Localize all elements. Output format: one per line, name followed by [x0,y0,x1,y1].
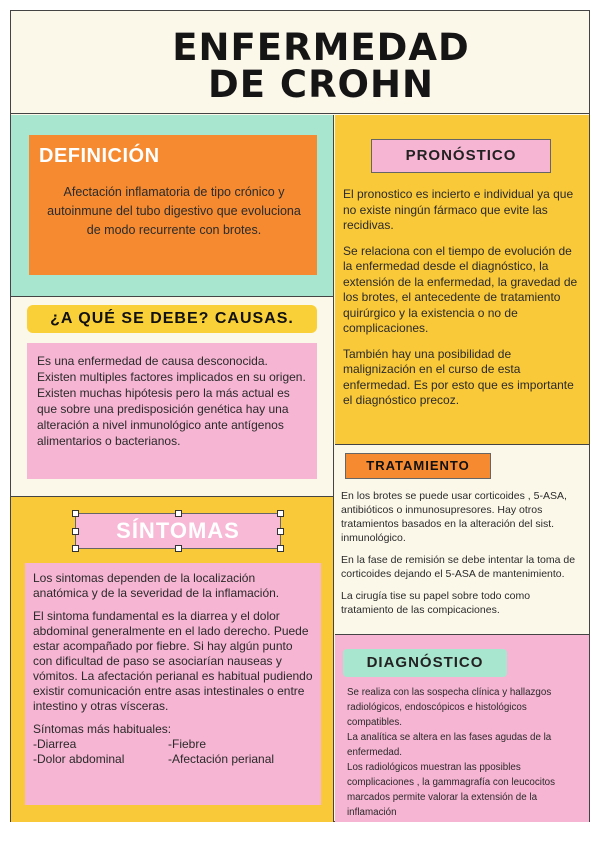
diagnostico-paragraph-2: La analítica se altera en las fases agudas de la enfermedad. [347,732,552,758]
diagnostico-paragraph-3: Los radiológicos muestran las pposibles complicaciones , la gammagrafía con leucocitos marcados permite valorar la extensión de la inflamación [347,762,556,818]
sintomas-paragraph-1: Los sintomas dependen de la localización anatómica y de la severidad de la inflamación. [33,571,280,600]
resize-handle-bottom-left[interactable] [72,545,79,552]
sintomas-paragraph-2: El sintoma fundamental es la diarrea y el dolor abdominal generalmente en el lado derecho. Puede estar acompañado por fiebre. Si hay algún punto con dificultad de paso se asociarían nauseas y vómitos. La afectación perianal es habitual pudiendo existir comunicación entre asas intestinales o entre intestino y otras vísceras. [33,609,313,713]
resize-handle-bottom-center[interactable] [175,545,182,552]
tratamiento-paragraph-3: La cirugía tise su papel sobre todo como tratamiento de las compicaciones. [341,590,531,616]
sintomas-card [25,563,321,805]
definicion-card [29,135,317,275]
list-item: -Dolor abdominal [33,752,125,766]
sintomas-list-heading: Síntomas más habituales: [33,722,172,736]
list-item: -Diarrea [33,737,77,751]
pronostico-heading: PRONÓSTICO [371,139,551,173]
tratamiento-section [335,445,589,635]
tratamiento-text [341,489,581,625]
pronostico-paragraph-1: El pronostico es incierto e individual ya que no existe ningún fármaco que evite las recidivas. [343,187,574,232]
tratamiento-heading: TRATAMIENTO [345,453,491,479]
list-item: -Afectación perianal [168,752,275,766]
causas-section [11,297,334,497]
definicion-section [11,115,334,297]
diagnostico-paragraph-1: Se realiza con las sospecha clínica y hallazgos radiológicos, endoscópicos e histológicos compatibles. [347,687,552,728]
title-banner [11,11,589,114]
sintomas-heading-selected[interactable] [75,513,281,549]
tratamiento-paragraph-2: En la fase de remisión se debe intentar la toma de corticoides dejando el 5-ASA de mantenimiento. [341,554,576,580]
resize-handle-bottom-right[interactable] [277,545,284,552]
tratamiento-paragraph-1: En los brotes se puede usar corticoides , 5-ASA, antibióticos o inmunosupresores. Hay otros tratamientos basados en la alteración del sist. inmunológico. [341,490,567,544]
pronostico-paragraph-3: También hay una posibilidad de malignización en el curso de esta enfermedad. Es por esto que es importante el diagnóstico precoz. [343,346,574,407]
pronostico-text [343,187,583,419]
diagnostico-text [347,685,579,820]
causas-heading: ¿A QUÉ SE DEBE? CAUSAS. [27,305,317,333]
pronostico-paragraph-2: Se relaciona con el tiempo de evolución de la enfermedad desde el diagnóstico, la extensión de la enfermedad, la gravedad de los brotes, el antecedente de tratamiento quirúrgico y la existencia o no de complicaciones. [343,243,578,335]
list-item: -Fiebre [168,737,207,751]
diagnostico-heading: DIAGNÓSTICO [343,649,507,677]
sintomas-heading: SÍNTOMAS [116,518,240,543]
title-line-2: DE CROHN [208,63,434,106]
title-line-1: ENFERMEDAD [172,26,470,69]
resize-handle-top-center[interactable] [175,510,182,517]
sintomas-section [11,497,334,822]
page-title [91,26,551,106]
pronostico-section [335,115,589,445]
causas-card [27,343,317,479]
resize-handle-top-left[interactable] [72,510,79,517]
diagnostico-section [335,635,589,822]
causas-text: Es una enfermedad de causa desconocida. Existen multiples factores implicados en su origen. Existen muchas hipótesis pero la más actual es que sobre una predisposición genética hay una alteración a nivel inmunológico ante antígenos alimentarios o bacterianos. [37,354,306,448]
definicion-heading: DEFINICIÓN [39,145,160,167]
sintomas-list [33,737,313,767]
resize-handle-middle-right[interactable] [277,528,284,535]
definicion-text: Afectación inflamatoria de tipo crónico y autoinmune del tubo digestivo que evoluciona de modo recurrente con brotes. [47,185,301,237]
resize-handle-middle-left[interactable] [72,528,79,535]
infographic-page [10,10,590,822]
resize-handle-top-right[interactable] [277,510,284,517]
